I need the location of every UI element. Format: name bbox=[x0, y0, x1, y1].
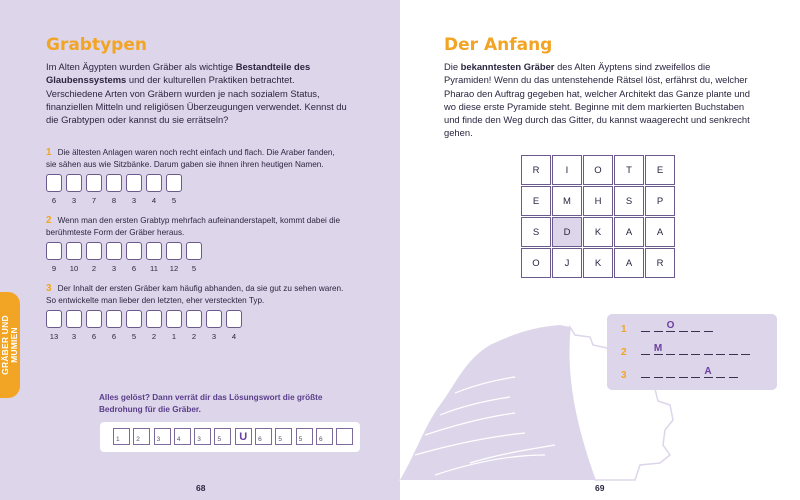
solution-blank[interactable] bbox=[641, 321, 650, 332]
page-number-left: 68 bbox=[196, 483, 206, 493]
solution-box-letter bbox=[215, 429, 230, 444]
solution-line-1 bbox=[621, 321, 716, 335]
solution-line-number: 1 bbox=[621, 324, 627, 335]
grid-cell[interactable]: E bbox=[645, 155, 675, 185]
solution-blank[interactable] bbox=[729, 344, 738, 355]
solution-blank[interactable] bbox=[691, 344, 700, 355]
answer-boxes-1 bbox=[46, 174, 186, 192]
letter-box[interactable] bbox=[226, 310, 242, 328]
letter-box[interactable] bbox=[146, 174, 162, 192]
letter-box[interactable] bbox=[126, 174, 142, 192]
solution-box-letter bbox=[195, 429, 210, 444]
solution-blank[interactable] bbox=[716, 344, 725, 355]
letter-box[interactable] bbox=[66, 242, 82, 260]
letter-box[interactable] bbox=[66, 310, 82, 328]
solution-blank[interactable] bbox=[666, 321, 675, 332]
solution-blank[interactable] bbox=[704, 367, 713, 378]
box-number: 7 bbox=[91, 196, 97, 205]
letter-grid bbox=[521, 155, 675, 278]
question-text: Die ältesten Anlagen waren noch recht einfach und flach. Die Araber fanden, sie sähen aus wie Sitzbänke. Darum gaben sie ihnen ihren heutigen Namen. bbox=[46, 148, 335, 169]
box-number: 5 bbox=[191, 264, 197, 273]
solution-box-number: 5 bbox=[217, 436, 222, 443]
question-number: 3 bbox=[46, 283, 52, 294]
grid-cell[interactable]: R bbox=[645, 248, 675, 278]
letter-box[interactable] bbox=[186, 310, 202, 328]
box-number: 13 bbox=[49, 332, 59, 341]
box-number: 6 bbox=[111, 332, 117, 341]
solution-box-letter bbox=[317, 429, 332, 444]
letter-box[interactable] bbox=[146, 310, 162, 328]
grid-cell[interactable]: S bbox=[521, 217, 551, 247]
box-number: 3 bbox=[131, 196, 137, 205]
solution-blank[interactable] bbox=[641, 344, 650, 355]
solution-box-number: 5 bbox=[298, 436, 303, 443]
grid-cell[interactable]: O bbox=[583, 155, 613, 185]
solution-box-number: 3 bbox=[156, 436, 161, 443]
box-number: 11 bbox=[150, 264, 158, 273]
answer-boxes-3 bbox=[46, 310, 246, 328]
solution-box-number: 5 bbox=[278, 436, 282, 443]
letter-box[interactable] bbox=[86, 242, 102, 260]
box-number: 2 bbox=[91, 264, 97, 273]
solution-blank[interactable] bbox=[666, 367, 675, 378]
solution-blank-letter: O bbox=[666, 320, 675, 331]
question-3 bbox=[46, 283, 346, 307]
solution-box-number: 1 bbox=[116, 436, 120, 443]
grid-cell[interactable]: O bbox=[521, 248, 551, 278]
solution-blank[interactable] bbox=[716, 367, 725, 378]
solution-box-letter bbox=[114, 429, 129, 444]
solution-box[interactable] bbox=[133, 428, 150, 445]
box-number: 5 bbox=[171, 196, 177, 205]
solution-blank[interactable] bbox=[654, 367, 663, 378]
box-number: 2 bbox=[191, 332, 197, 341]
box-number: 5 bbox=[131, 332, 137, 341]
solution-blank[interactable] bbox=[704, 344, 713, 355]
answer-bar bbox=[100, 422, 360, 452]
solution-line-number: 3 bbox=[621, 370, 627, 381]
number-row-2 bbox=[44, 264, 204, 273]
solution-box-number: 2 bbox=[136, 436, 140, 443]
solution-blank[interactable] bbox=[704, 321, 713, 332]
page-title-right: Der Anfang bbox=[444, 35, 553, 55]
solution-blank[interactable] bbox=[729, 367, 738, 378]
box-number: 6 bbox=[91, 332, 97, 341]
solution-box-letter: U bbox=[239, 431, 248, 443]
box-number: 3 bbox=[111, 264, 117, 273]
box-number: 6 bbox=[51, 196, 57, 205]
solution-blank[interactable] bbox=[641, 367, 650, 378]
solution-panel bbox=[607, 314, 777, 390]
solution-box-number: 3 bbox=[197, 436, 201, 443]
intro-right: Die bekanntesten Gräber des Alten Äyptens sind zweifellos die Pyramiden! Wenn du das untenstehende Rätsel löst, erfährst du, welcher Pharao den Auftrag gegeben hat, welcher Architekt das Ganze plante und wo diese erste Pyramide steht. Beginne mit dem markierten Buchstaben und finde den Weg durch das Gitter, du kannst waagerecht und senkrecht gehen. bbox=[444, 61, 750, 139]
letter-box[interactable] bbox=[46, 310, 62, 328]
solution-box[interactable] bbox=[214, 428, 231, 445]
number-row-1 bbox=[44, 196, 184, 205]
question-text: Der Inhalt der ersten Gräber kam häufig abhanden, da sie gut zu sehen waren. So entwickelte man lieber den letzten, eher versteckten Typ. bbox=[46, 284, 344, 305]
solution-box[interactable] bbox=[154, 428, 171, 445]
letter-box[interactable] bbox=[86, 310, 102, 328]
box-number: 4 bbox=[231, 332, 237, 341]
solution-blank[interactable] bbox=[679, 344, 688, 355]
solution-line-2 bbox=[621, 344, 754, 358]
solution-blank[interactable] bbox=[654, 344, 663, 355]
letter-box[interactable] bbox=[186, 242, 202, 260]
grid-cell[interactable]: K bbox=[583, 217, 613, 247]
solution-box[interactable] bbox=[296, 428, 313, 445]
box-number: 6 bbox=[131, 264, 137, 273]
solution-box[interactable] bbox=[113, 428, 130, 445]
letter-box[interactable] bbox=[146, 242, 162, 260]
letter-box[interactable] bbox=[46, 174, 62, 192]
solution-box-letter bbox=[155, 429, 170, 444]
box-number: 2 bbox=[151, 332, 157, 341]
grid-cell[interactable]: I bbox=[552, 155, 582, 185]
grid-cell[interactable]: R bbox=[521, 155, 551, 185]
box-number: 3 bbox=[71, 196, 77, 205]
question-2 bbox=[46, 215, 346, 239]
letter-box[interactable] bbox=[126, 310, 142, 328]
solution-box-letter bbox=[276, 429, 291, 444]
solution-blank-letter: M bbox=[653, 343, 663, 354]
grid-cell[interactable]: A bbox=[614, 217, 644, 247]
question-1 bbox=[46, 147, 346, 171]
solution-blank[interactable] bbox=[691, 321, 700, 332]
solution-box[interactable] bbox=[194, 428, 211, 445]
question-number: 2 bbox=[46, 215, 52, 226]
solution-box[interactable] bbox=[336, 428, 353, 445]
letter-box[interactable] bbox=[126, 242, 142, 260]
side-tab bbox=[0, 292, 20, 398]
grid-cell[interactable]: M bbox=[552, 186, 582, 216]
letter-box[interactable] bbox=[66, 174, 82, 192]
solution-box-number: 4 bbox=[176, 436, 181, 443]
solution-line-3 bbox=[621, 367, 741, 381]
solution-blank[interactable] bbox=[691, 367, 700, 378]
grid-cell[interactable]: A bbox=[614, 248, 644, 278]
grid-cell[interactable]: J bbox=[552, 248, 582, 278]
solution-box[interactable] bbox=[316, 428, 333, 445]
solution-box-letter bbox=[297, 429, 312, 444]
box-number: 10 bbox=[69, 264, 79, 273]
solution-box-letter bbox=[337, 429, 352, 444]
page-title-left: Grabtypen bbox=[46, 35, 147, 55]
solution-blank[interactable] bbox=[679, 367, 688, 378]
box-number: 12 bbox=[169, 264, 179, 273]
page-number-right: 69 bbox=[595, 483, 605, 493]
letter-box[interactable] bbox=[106, 174, 122, 192]
letter-box[interactable] bbox=[166, 242, 182, 260]
solution-box-number: 6 bbox=[318, 436, 323, 443]
grid-cell[interactable]: P bbox=[645, 186, 675, 216]
letter-box[interactable] bbox=[166, 310, 182, 328]
box-number: 1 bbox=[171, 332, 177, 341]
solution-box-letter bbox=[175, 429, 190, 444]
letter-box[interactable] bbox=[86, 174, 102, 192]
grid-cell[interactable]: S bbox=[614, 186, 644, 216]
letter-box[interactable] bbox=[106, 310, 122, 328]
grid-cell[interactable]: H bbox=[583, 186, 613, 216]
box-number: 3 bbox=[71, 332, 77, 341]
solution-box-number: 6 bbox=[258, 436, 262, 443]
solution-box[interactable] bbox=[255, 428, 272, 445]
final-question: Alles gelöst? Dann verrät dir das Lösungswort die größte Bedrohung für die Gräber. bbox=[99, 393, 323, 414]
solution-box[interactable] bbox=[275, 428, 292, 445]
letter-box[interactable] bbox=[106, 242, 122, 260]
box-number: 9 bbox=[51, 264, 57, 273]
grid-cell[interactable]: D bbox=[552, 217, 582, 247]
box-number: 8 bbox=[111, 196, 117, 205]
letter-box[interactable] bbox=[206, 310, 222, 328]
solution-box[interactable] bbox=[174, 428, 191, 445]
box-number: 4 bbox=[151, 196, 157, 205]
grid-cell[interactable]: K bbox=[583, 248, 613, 278]
grid-cell[interactable]: A bbox=[645, 217, 675, 247]
question-text: Wenn man den ersten Grabtyp mehrfach aufeinanderstapelt, kommt dabei die berühmteste Form der Gräber heraus. bbox=[46, 216, 341, 237]
solution-blank[interactable] bbox=[666, 344, 675, 355]
grid-cell[interactable]: E bbox=[521, 186, 551, 216]
solution-box-letter bbox=[256, 429, 271, 444]
side-tab-label: GRÄBER UND MUMIEN bbox=[0, 315, 19, 375]
solution-blank[interactable] bbox=[741, 344, 750, 355]
letter-box[interactable] bbox=[166, 174, 182, 192]
grid-cell[interactable]: T bbox=[614, 155, 644, 185]
solution-blank[interactable] bbox=[679, 321, 688, 332]
question-number: 1 bbox=[46, 147, 52, 158]
solution-box[interactable] bbox=[235, 428, 252, 445]
solution-blank-letter: A bbox=[704, 366, 712, 377]
solution-box-letter bbox=[134, 429, 149, 444]
number-row-3 bbox=[44, 332, 244, 341]
solution-blank[interactable] bbox=[654, 321, 663, 332]
box-number: 3 bbox=[211, 332, 217, 341]
answer-boxes-2 bbox=[46, 242, 206, 260]
letter-box[interactable] bbox=[46, 242, 62, 260]
intro-left: Im Alten Ägypten wurden Gräber als wichtige Bestandteile des Glaubenssystems und der kulturellen Praktiken betrachtet. Verschiedene Arten von Gräbern wurden je nach sozialem Status, finanziellen Mitteln und religiösen Überzeugungen verwendet. Kennst du die Grabtypen oder kannst du sie errätseln? bbox=[46, 61, 347, 126]
solution-line-number: 2 bbox=[621, 347, 627, 358]
